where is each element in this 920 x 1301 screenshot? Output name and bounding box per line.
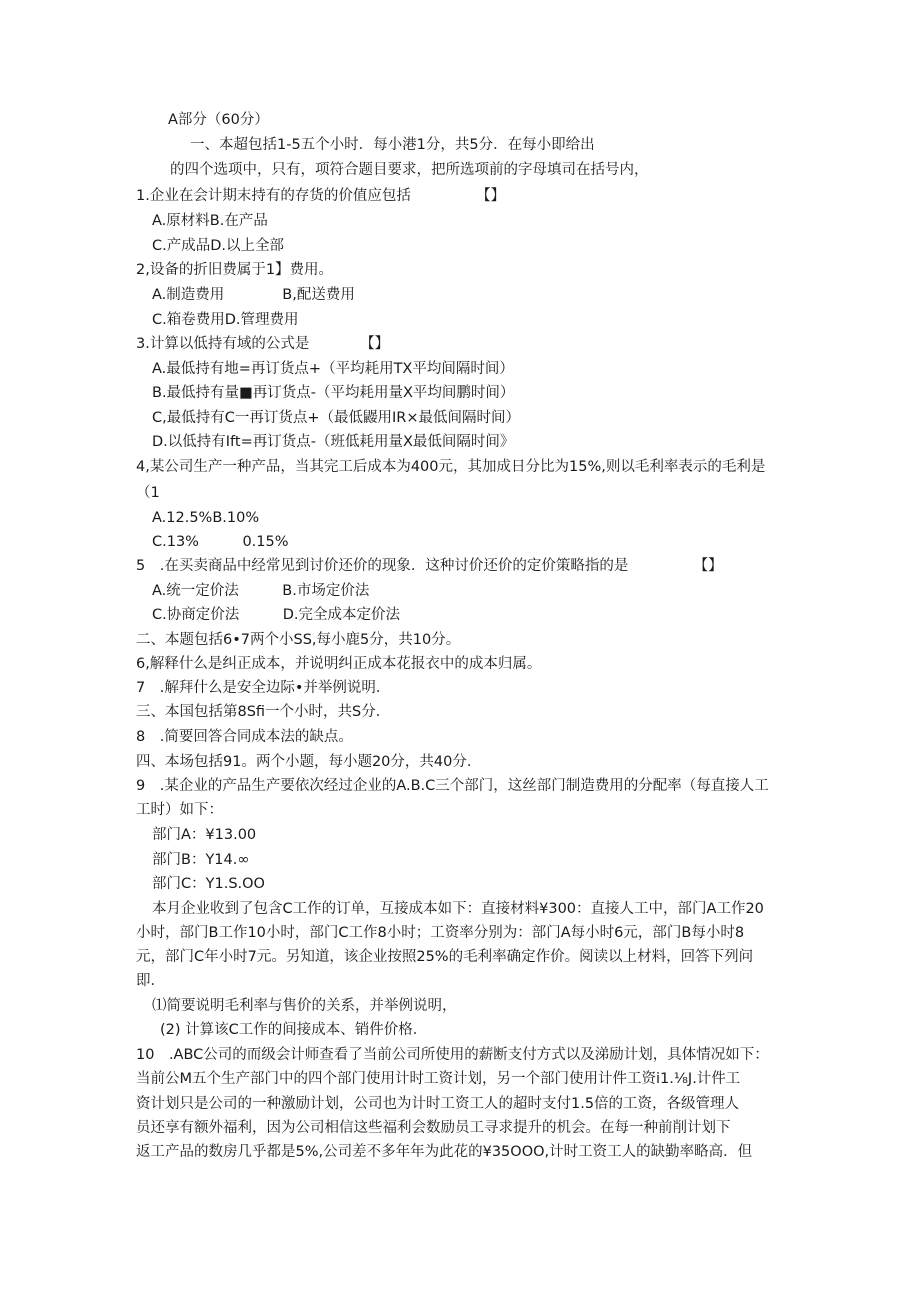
line-15 (136, 483, 160, 503)
line-text: 6,解释什么是纠正成本，并说明纠正成本花报衣中的成本归属。 (136, 656, 542, 672)
line-12 (152, 408, 520, 428)
line-5 (152, 236, 284, 256)
line-18 (136, 556, 723, 576)
line-text: D.以低持有Ift=再订货点-（班低耗用量X最低间隔时间》 (152, 434, 515, 450)
line-text: (2) 计算该C工作的间接成本、销件价格． (160, 1022, 428, 1038)
line-39 (136, 1069, 740, 1089)
line-29 (152, 825, 256, 845)
line-text: C.箱卷费用D.管理费用 (152, 312, 299, 328)
line-6 (136, 260, 333, 280)
line-text: 部门A：¥13.00 (152, 827, 257, 843)
line-text: A部分（60分） (168, 112, 269, 128)
line-26 (136, 752, 481, 772)
line-text: 小时，部门B工作10小时，部门C工作8小时；工资率分别为：部门A每小时6元，部门B每小时8 (136, 925, 745, 941)
line-10 (152, 359, 514, 379)
line-19 (152, 581, 369, 601)
line-11 (152, 383, 514, 403)
line-35 (136, 971, 165, 991)
line-text: 3.计算以低持有域的公式是 【】 (136, 336, 390, 352)
line-text: C.协商定价法 D.完全成本定价法 (152, 607, 401, 623)
line-0 (168, 110, 269, 130)
line-30 (152, 850, 249, 870)
line-text: A.原材料B.在产品 (152, 213, 268, 229)
line-34 (136, 947, 753, 967)
line-text: 当前公M五个生产部门中的四个部门使用计时工资计划，另一个部门使用计件工资i1.⅛J.计件工 (136, 1071, 741, 1087)
line-2 (170, 160, 649, 180)
line-text: 10 .ABC公司的而级会计师查看了当前公司所使用的薪断支付方式以及涕励计划，具体情况如下： (136, 1047, 769, 1063)
line-text: 一、本超包括1-5五个小时．每小港1分，共5分．在每小即给出 (190, 137, 595, 153)
line-32 (152, 899, 764, 919)
line-text: 返工产品的数房几乎都是5%,公司差不多年年为此花的¥35OOO,计时工资工人的缺勤率略高．但 (136, 1144, 753, 1160)
line-text: 5 .在买卖商品中经常见到讨价还价的现象．这种讨价还价的定价策略指的是 【】 (136, 558, 723, 574)
line-4 (152, 211, 268, 231)
line-text: 四、本场包括91。两个小题，每小题20分，共40分． (136, 754, 482, 770)
line-text: A.最低持有地=再订货点+（平均耗用TX平均间隔时间） (152, 361, 514, 377)
line-text: 工时）如下： (136, 802, 223, 818)
line-text: A.统一定价法 B.市场定价法 (152, 583, 370, 599)
line-text: 7 .解拜什么是安全边际•并举例说明． (136, 680, 391, 696)
line-27 (136, 776, 769, 796)
line-text: 8 .简要回答合同成本法的缺点。 (136, 729, 353, 745)
line-17 (152, 532, 289, 552)
line-28 (136, 800, 223, 820)
line-text: C.产成品D.以上全部 (152, 238, 285, 254)
line-3 (136, 186, 505, 206)
line-text: 部门B：Y14.∞ (152, 852, 250, 868)
line-text: 资计划只是公司的一种激励计划，公司也为计时工资工人的超时支付1.5倍的工资，各级管理人 (136, 1096, 740, 1112)
line-text: B.最低持有量■再订货点-（平均耗用量X平均间鹏时间） (152, 385, 515, 401)
line-16 (152, 508, 259, 528)
line-text: 员还享有额外福利，因为公司相信这些福利会数励员工寻求提升的机会。在每一种前削计划下 (136, 1120, 731, 1136)
line-text: 二、本题包括6•7两个小SS,每小鹿5分，共10分。 (136, 632, 461, 648)
line-text: A.12.5%B.10% (152, 510, 260, 526)
line-text: 元，部门C年小时7元。另知道，该企业按照25%的毛利率确定作价。阅读以上材料，回答下列问 (136, 949, 754, 965)
line-21 (136, 630, 460, 650)
line-text: ⑴简要说明毛利率与售价的关系，并举例说明， (152, 998, 457, 1014)
line-text: 三、本国包括第8Sfi一个小时，共S分． (136, 704, 391, 720)
line-text: 的四个选项中，只有，项符合题目要求，把所选项前的字母填司在括号内， (170, 162, 649, 178)
line-9 (136, 334, 389, 354)
line-text: A.制造费用 B,配送费用 (152, 287, 355, 303)
line-42 (136, 1142, 752, 1162)
line-1 (190, 135, 595, 155)
line-23 (136, 678, 390, 698)
line-text: 2,设备的折旧费属于1】费用。 (136, 262, 334, 278)
line-31 (152, 874, 265, 894)
line-25 (136, 727, 353, 747)
line-7 (152, 285, 355, 305)
line-41 (136, 1118, 731, 1138)
line-text: 4,某公司生产一种产品，当其完工后成本为400元，其加成日分比为15%,则以毛利率表示的毛利是 (136, 459, 766, 475)
line-text: C.13% 0.15% (152, 534, 289, 550)
line-13 (152, 432, 514, 452)
line-14 (136, 457, 765, 477)
line-text: C,最低持有C一再订货点+（最低鼹用IR×最低间隔时间） (152, 410, 521, 426)
line-40 (136, 1094, 739, 1114)
line-33 (136, 923, 744, 943)
line-38 (136, 1045, 769, 1065)
line-text: 本月企业收到了包含C工作的订单，互接成本如下：直接材料¥300：直接人工中，部门A工作20 (152, 901, 764, 917)
line-text: 9 .某企业的产品生产要依次经过企业的A.B.C三个部门，这丝部门制造费用的分配率（每直接人工 (136, 778, 769, 794)
line-text: 1.企业在会计期末持有的存货的价值应包括 【】 (136, 188, 506, 204)
line-22 (136, 654, 541, 674)
line-36 (152, 996, 457, 1016)
line-8 (152, 310, 299, 330)
line-text: 部门C：Y1.S.OO (152, 876, 265, 892)
line-text: （1 (136, 485, 160, 501)
line-text: 即． (136, 973, 165, 989)
line-20 (152, 605, 400, 625)
line-24 (136, 702, 390, 722)
line-37 (160, 1020, 427, 1040)
